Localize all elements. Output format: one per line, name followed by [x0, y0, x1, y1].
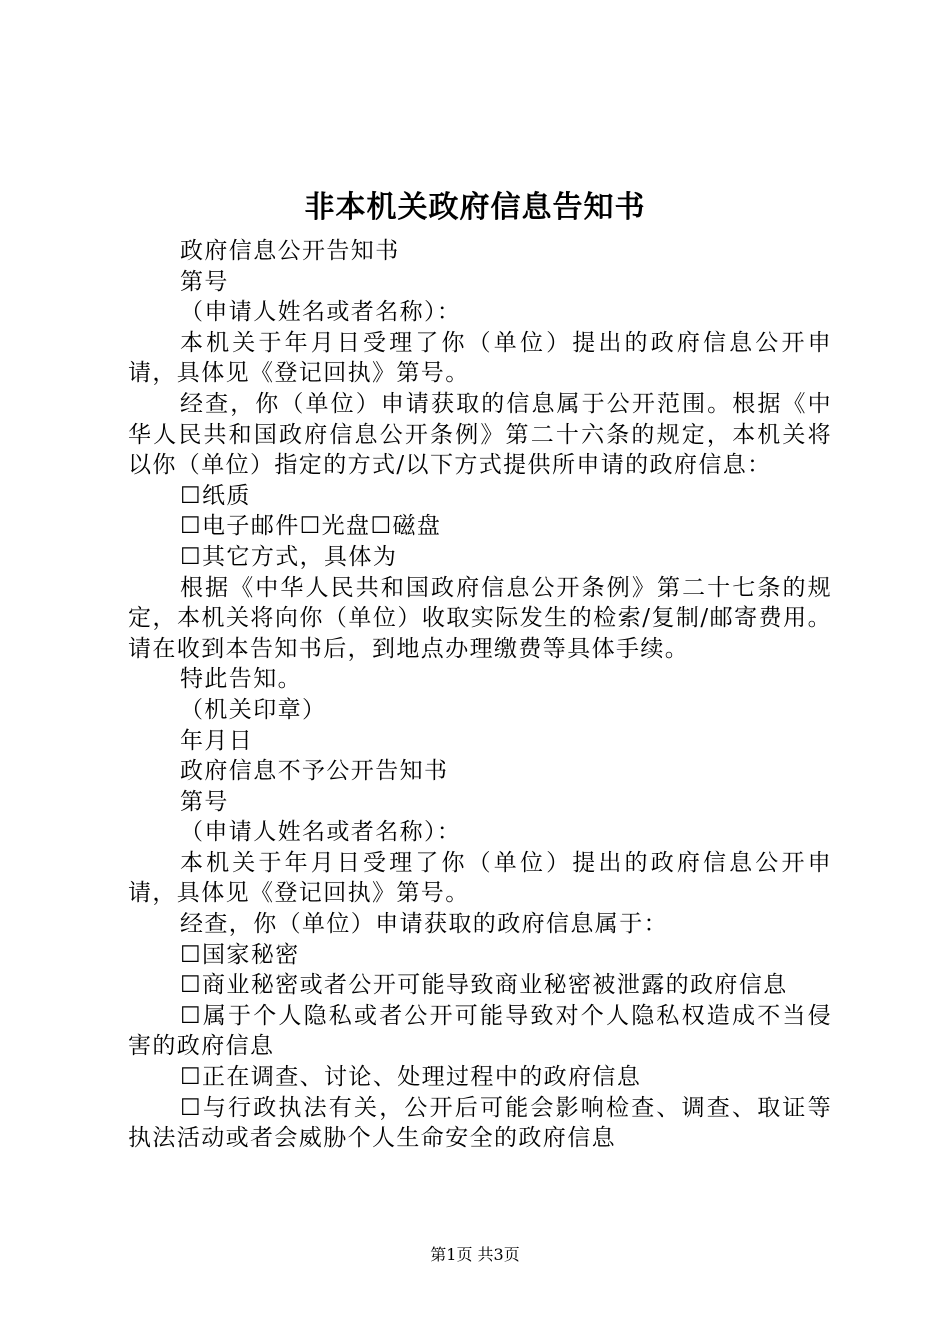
page-footer: 第1页 共3页: [430, 1245, 520, 1264]
document-title: 非本机关政府信息告知书: [304, 190, 646, 225]
paragraph: 政府信息公开告知书: [180, 238, 400, 264]
paragraph: （申请人姓名或者名称）：: [180, 299, 462, 326]
paragraph: 经查，你（单位）申请获取的信息属于公开范围。根据《中华人民共和国政府信息公开条例》第二十六条的规定，本机关将以你（单位）指定的方式/以下方式提供所申请的政府信息：: [128, 390, 832, 479]
paragraph: 本机关于年月日受理了你（单位）提出的政府信息公开申请，具体见《登记回执》第号。: [128, 329, 832, 387]
paragraph: 根据《中华人民共和国政府信息公开条例》第二十七条的规定，本机关将向你（单位）收取实际发生的检索/复制/邮寄费用。请在收到本告知书后，到地点办理缴费等具体手续。: [128, 574, 832, 662]
paragraph: （申请人姓名或者名称）：: [180, 819, 462, 846]
document-body: [128, 236, 832, 1154]
checkbox-option: ☐国家秘密: [180, 941, 300, 968]
paragraph: 本机关于年月日受理了你（单位）提出的政府信息公开申请，具体见《登记回执》第号。: [128, 849, 832, 907]
paragraph: 第号: [180, 268, 229, 295]
checkbox-option: ☐正在调查、讨论、处理过程中的政府信息: [180, 1064, 642, 1091]
paragraph: 经查，你（单位）申请获取的政府信息属于：: [180, 911, 668, 938]
checkbox-option: ☐属于个人隐私或者公开可能导致对个人隐私权造成不当侵害的政府信息: [128, 1002, 832, 1060]
checkbox-option: ☐其它方式，具体为: [180, 543, 398, 570]
checkbox-option: ☐电子邮件☐光盘☐磁盘: [180, 513, 442, 540]
paragraph: 第号: [180, 788, 229, 815]
checkbox-option: ☐商业秘密或者公开可能导致商业秘密被泄露的政府信息: [180, 972, 788, 999]
paragraph: （机关印章）: [180, 696, 327, 723]
section-heading: 政府信息不予公开告知书: [180, 758, 449, 785]
paragraph: 特此告知。: [180, 666, 302, 693]
checkbox-option: ☐纸质: [180, 482, 251, 509]
checkbox-option: ☐与行政执法有关，公开后可能会影响检查、调查、取证等执法活动或者会威胁个人生命安全的政府信息: [128, 1094, 832, 1152]
paragraph: 年月日: [180, 727, 254, 754]
